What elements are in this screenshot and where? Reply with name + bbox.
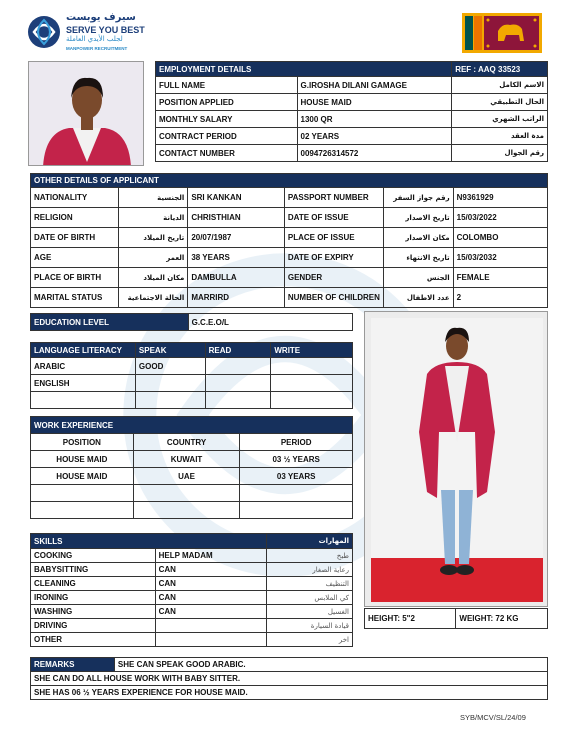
skill-label: IRONING — [31, 591, 156, 605]
sri-lanka-flag-icon — [462, 13, 542, 53]
applicant-detail-row — [31, 228, 548, 248]
language-row — [31, 358, 353, 375]
field-arabic-label: مكان الميلاد — [118, 268, 188, 288]
field-arabic-label: عدد الاطفال — [383, 288, 453, 308]
work-row — [31, 502, 353, 519]
field-label: CONTACT NUMBER — [156, 145, 298, 162]
language-column-header: LANGUAGE LITERACY — [31, 343, 136, 358]
work-row — [31, 485, 353, 502]
field-arabic-label: الحالة الاجتماعية — [118, 288, 188, 308]
work-cell — [133, 485, 240, 502]
applicant-detail-row — [31, 188, 548, 208]
employment-row — [156, 145, 548, 162]
work-row — [31, 468, 353, 485]
applicant-detail-row — [31, 288, 548, 308]
applicant-detail-row — [31, 208, 548, 228]
field-arabic-label: العمر — [118, 248, 188, 268]
work-cell: HOUSE MAID — [31, 468, 134, 485]
work-column-header: POSITION — [31, 434, 134, 451]
company-logo-icon — [26, 14, 62, 50]
skill-label: DRIVING — [31, 619, 156, 633]
remark-line: SHE HAS 06 ½ YEARS EXPERIENCE FOR HOUSE MAID. — [31, 686, 548, 700]
work-row — [31, 451, 353, 468]
field-value: SRI KANKAN — [188, 188, 285, 208]
work-cell — [240, 502, 353, 519]
field-value: MARRIRD — [188, 288, 285, 308]
remark-row — [31, 686, 548, 700]
skill-arabic-label: التنظيف — [267, 577, 353, 591]
field-arabic-label: الديانة — [118, 208, 188, 228]
language-cell — [271, 392, 353, 409]
applicant-detail-row — [31, 268, 548, 288]
field-value: 38 YEARS — [188, 248, 285, 268]
language-row — [31, 392, 353, 409]
skill-row — [31, 633, 353, 647]
field-arabic-label: الجنس — [383, 268, 453, 288]
skill-value: CAN — [155, 605, 267, 619]
language-row — [31, 375, 353, 392]
field-arabic-label: رقم الجوال — [452, 145, 548, 162]
field-value: 2 — [453, 288, 547, 308]
field-arabic-label: الحال التطبيقي — [452, 94, 548, 111]
reference-number: REF : AAQ 33523 — [452, 62, 548, 77]
company-logo — [26, 12, 146, 56]
brand-arabic-name: سيرف يوبست — [66, 12, 136, 23]
skill-value: HELP MADAM — [155, 549, 267, 563]
remark-row — [31, 672, 548, 686]
field-arabic-label: مدة العقد — [452, 128, 548, 145]
language-cell — [205, 392, 271, 409]
applicant-detail-row — [31, 248, 548, 268]
remarks-table — [30, 657, 548, 700]
field-value: DAMBULLA — [188, 268, 285, 288]
language-column-header: SPEAK — [135, 343, 205, 358]
language-literacy-table — [30, 342, 353, 409]
work-cell: 03 ½ YEARS — [240, 451, 353, 468]
language-cell — [135, 375, 205, 392]
work-experience-title: WORK EXPERIENCE — [31, 417, 353, 434]
field-label: DATE OF EXPIRY — [284, 248, 383, 268]
skill-row — [31, 591, 353, 605]
language-cell — [205, 358, 271, 375]
full-body-figure-icon — [365, 312, 548, 607]
skill-row — [31, 605, 353, 619]
full-body-photo — [364, 311, 548, 607]
remark-line: SHE CAN DO ALL HOUSE WORK WITH BABY SITTER. — [31, 672, 548, 686]
skill-row — [31, 577, 353, 591]
work-cell: HOUSE MAID — [31, 451, 134, 468]
field-label: RELIGION — [31, 208, 119, 228]
field-label: NATIONALITY — [31, 188, 119, 208]
language-column-header: READ — [205, 343, 271, 358]
language-cell — [135, 392, 205, 409]
skill-arabic-label: طبخ — [267, 549, 353, 563]
field-arabic-label: تاريخ الميلاد — [118, 228, 188, 248]
work-cell — [240, 485, 353, 502]
field-label: DATE OF ISSUE — [284, 208, 383, 228]
skill-label: CLEANING — [31, 577, 156, 591]
employment-row — [156, 111, 548, 128]
skill-label: BABYSITTING — [31, 563, 156, 577]
field-arabic-label: تاريخ الاصدار — [383, 208, 453, 228]
work-cell — [31, 502, 134, 519]
skill-value: CAN — [155, 591, 267, 605]
height-value: HEIGHT: 5"2 — [365, 609, 456, 629]
field-value: HOUSE MAID — [297, 94, 452, 111]
field-value: 20/07/1987 — [188, 228, 285, 248]
work-column-header: PERIOD — [240, 434, 353, 451]
field-label: NUMBER OF CHILDREN — [284, 288, 383, 308]
field-arabic-label: الاسم الكامل — [452, 77, 548, 94]
skill-value: CAN — [155, 577, 267, 591]
employment-details-title: EMPLOYMENT DETAILS — [156, 62, 452, 77]
language-column-header: WRITE — [271, 343, 353, 358]
field-label: MONTHLY SALARY — [156, 111, 298, 128]
field-value: 15/03/2032 — [453, 248, 547, 268]
field-value: 15/03/2022 — [453, 208, 547, 228]
brand-name: SERVE YOU BEST — [66, 25, 145, 35]
weight-value: WEIGHT: 72 KG — [456, 609, 548, 629]
field-label: MARITAL STATUS — [31, 288, 119, 308]
skills-arabic-title: المهارات — [267, 534, 353, 549]
field-value: 02 YEARS — [297, 128, 452, 145]
portrait-photo — [28, 61, 144, 166]
brand-arabic-tagline: لجلب الأيدي العاملة — [66, 35, 123, 43]
skill-row — [31, 619, 353, 633]
field-label: PLACE OF ISSUE — [284, 228, 383, 248]
education-level-label: EDUCATION LEVEL — [31, 314, 189, 331]
skill-label: WASHING — [31, 605, 156, 619]
field-value: FEMALE — [453, 268, 547, 288]
education-table — [30, 313, 353, 331]
field-label: AGE — [31, 248, 119, 268]
employment-row — [156, 77, 548, 94]
field-label: GENDER — [284, 268, 383, 288]
skill-arabic-label: كي الملابس — [267, 591, 353, 605]
remark-line: SHE CAN SPEAK GOOD ARABIC. — [114, 658, 547, 672]
skills-table — [30, 533, 353, 647]
field-label: FULL NAME — [156, 77, 298, 94]
field-value: CHRISTHIAN — [188, 208, 285, 228]
skills-title: SKILLS — [31, 534, 267, 549]
skill-arabic-label: اخر — [267, 633, 353, 647]
work-cell — [133, 502, 240, 519]
field-arabic-label: الراتب الشهري — [452, 111, 548, 128]
language-cell — [31, 392, 136, 409]
field-value: N9361929 — [453, 188, 547, 208]
measurements-table — [364, 608, 548, 629]
skill-label: COOKING — [31, 549, 156, 563]
field-label: CONTRACT PERIOD — [156, 128, 298, 145]
remark-row — [31, 658, 548, 672]
field-label: PLACE OF BIRTH — [31, 268, 119, 288]
field-value: COLOMBO — [453, 228, 547, 248]
work-experience-table — [30, 416, 353, 519]
skill-arabic-label: الغسيل — [267, 605, 353, 619]
skill-row — [31, 549, 353, 563]
employment-row — [156, 128, 548, 145]
education-level-value: G.C.E.O/L — [188, 314, 352, 331]
employment-row — [156, 94, 548, 111]
work-column-header: COUNTRY — [133, 434, 240, 451]
field-label: PASSPORT NUMBER — [284, 188, 383, 208]
language-cell: ENGLISH — [31, 375, 136, 392]
skill-label: OTHER — [31, 633, 156, 647]
skill-value: CAN — [155, 563, 267, 577]
field-arabic-label: رقم جواز السفر — [383, 188, 453, 208]
field-arabic-label: تاريخ الانتهاء — [383, 248, 453, 268]
work-cell: 03 YEARS — [240, 468, 353, 485]
field-value: 1300 QR — [297, 111, 452, 128]
language-cell — [271, 358, 353, 375]
language-cell: ARABIC — [31, 358, 136, 375]
other-details-title: OTHER DETAILS OF APPLICANT — [31, 174, 548, 188]
field-arabic-label: مكان الاصدار — [383, 228, 453, 248]
other-details-table — [30, 173, 548, 308]
skill-value — [155, 619, 267, 633]
footer-code: SYB/MCV/SL/24/09 — [460, 713, 526, 722]
field-value: G.IROSHA DILANI GAMAGE — [297, 77, 452, 94]
skill-row — [31, 563, 353, 577]
skill-arabic-label: قيادة السيارة — [267, 619, 353, 633]
work-cell: UAE — [133, 468, 240, 485]
field-label: POSITION APPLIED — [156, 94, 298, 111]
field-label: DATE OF BIRTH — [31, 228, 119, 248]
portrait-figure-icon — [29, 62, 144, 166]
skill-arabic-label: رعاية الصغار — [267, 563, 353, 577]
brand-tagline: MANPOWER RECRUITMENT — [66, 46, 128, 51]
field-arabic-label: الجنسية — [118, 188, 188, 208]
employment-details-table — [155, 61, 548, 162]
work-cell — [31, 485, 134, 502]
language-cell — [205, 375, 271, 392]
field-value: 0094726314572 — [297, 145, 452, 162]
language-cell — [271, 375, 353, 392]
language-cell: GOOD — [135, 358, 205, 375]
remarks-title: REMARKS — [31, 658, 115, 672]
work-cell: KUWAIT — [133, 451, 240, 468]
skill-value — [155, 633, 267, 647]
